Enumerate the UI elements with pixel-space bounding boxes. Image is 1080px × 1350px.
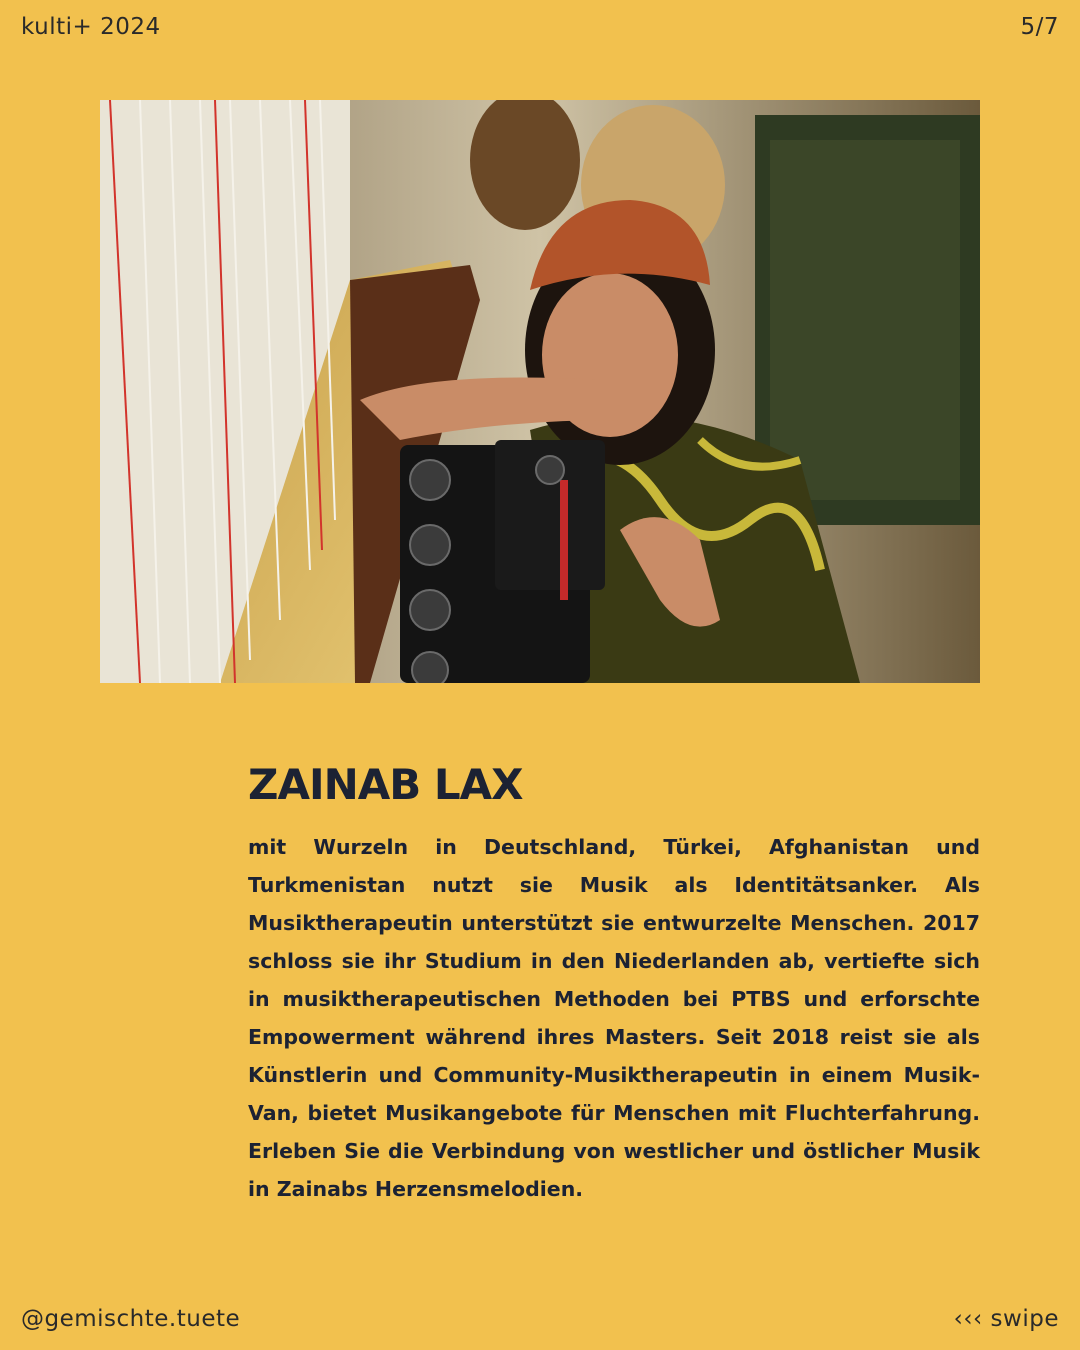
swipe-hint: ‹‹‹ swipe	[953, 1306, 1059, 1332]
social-handle: @gemischte.tuete	[21, 1306, 241, 1332]
artist-name: ZAINAB LAX	[248, 760, 523, 809]
artist-bio: mit Wurzeln in Deutschland, Türkei, Afghanistan und Turkmenistan nutzt sie Musik als Identitätsanker. Als Musiktherapeutin unterstützt sie entwurzelte Menschen. 2017 schloss sie ihr Studium in den Niederlanden ab, vertiefte sich in musiktherapeutischen Methoden bei PTBS und erforschte Empowerment während ihres Masters. Seit 2018 reist sie als Künstlerin und Community-Musiktherapeutin in einem Musik-Van, bietet Musikangebote für Menschen mit Fluchterfahrung. Erleben Sie die Verbindung von westlicher und östlicher Musik in Zainabs Herzensmelodien.	[248, 835, 980, 1201]
portrait-photo	[100, 100, 980, 683]
page-indicator: 5/7	[1020, 14, 1059, 40]
brand-label: kulti+ 2024	[21, 14, 161, 40]
